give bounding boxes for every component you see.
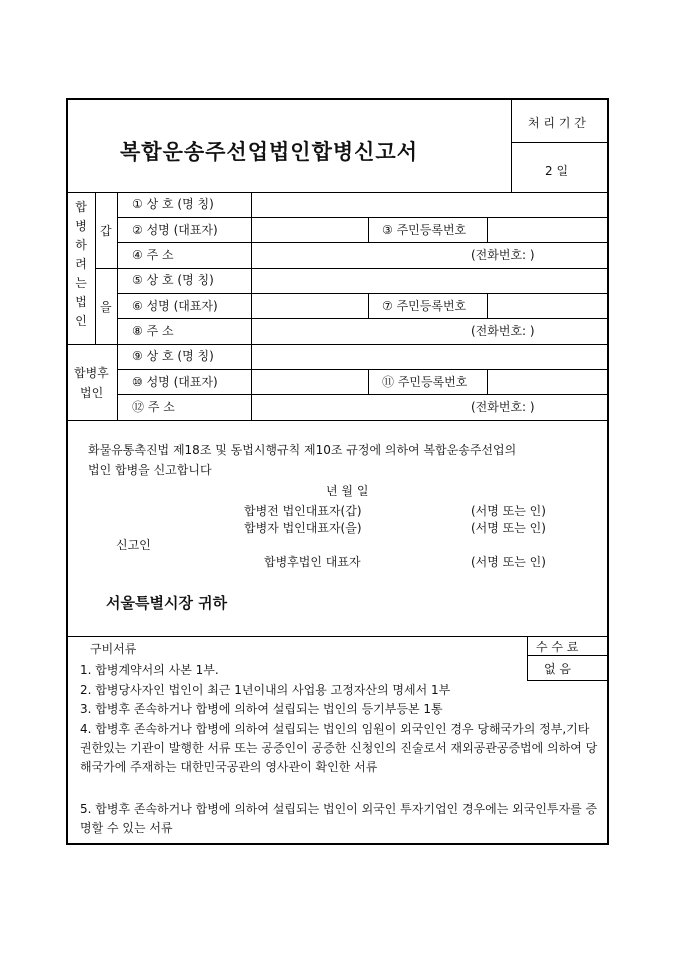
signer-before-a: 합병전 법인대표자(갑)	[244, 504, 362, 518]
signer-after: 합병후법인 대표자	[264, 555, 361, 569]
doc-item-1: 1. 합병계약서의 사본 1부.	[80, 663, 219, 677]
application-form	[66, 98, 609, 845]
label-column-left	[117, 192, 118, 420]
b-phone: (전화번호: )	[471, 324, 535, 338]
signature-after: (서명 또는 인)	[471, 555, 546, 569]
c-phone: (전화번호: )	[471, 400, 535, 414]
processing-period-value: 2 일	[545, 164, 569, 178]
b-registration-label: ⑦ 주민등록번호	[382, 299, 467, 313]
a-registration-label: ③ 주민등록번호	[382, 223, 467, 237]
processing-period-label: 처 리 기 간	[528, 116, 586, 130]
c-representative-label: ⑩ 성명 (대표자)	[132, 375, 218, 389]
reg-split	[487, 293, 488, 318]
declaration-line-1: 화물유통촉진법 제18조 및 동법시행규칙 제10조 규정에 의하여 복합운송주선업의	[88, 443, 517, 457]
merging-companies-label: 합병하려는법인	[75, 200, 87, 328]
a-phone: (전화번호: )	[471, 248, 535, 262]
reg-split	[368, 369, 369, 394]
after-bottom-line	[68, 420, 609, 421]
row-line	[95, 268, 609, 269]
a-address-label: ④ 주 소	[132, 248, 174, 262]
signature-b: (서명 또는 인)	[471, 521, 546, 535]
required-documents-header: 구비서류	[90, 642, 137, 656]
doc-item-3: 3. 합병후 존속하거나 합병에 의하여 설립되는 법인의 등기부등본 1통	[80, 702, 443, 716]
signature-a: (서명 또는 인)	[471, 504, 546, 518]
row-line	[117, 293, 609, 294]
merging-bottom-line	[68, 344, 609, 345]
row-line	[117, 242, 609, 243]
label-column-right	[251, 192, 252, 420]
recipient: 서울특별시장 귀하	[106, 594, 228, 612]
fee-divider	[527, 636, 528, 680]
a-company-name-label: ① 상 호 (명 칭)	[132, 197, 214, 211]
fee-value: 없 음	[544, 662, 571, 676]
reg-split	[368, 293, 369, 318]
a-representative-label: ② 성명 (대표자)	[132, 223, 218, 237]
processing-divider	[511, 142, 609, 143]
row-line	[117, 318, 609, 319]
party-a-label: 갑	[100, 224, 112, 238]
doc-item-2: 2. 합병당사자인 법인이 최근 1년이내의 사업용 고정자산의 명세서 1부	[80, 683, 451, 697]
row-line	[117, 217, 609, 218]
row-line	[117, 369, 609, 370]
declarant-label: 신고인	[116, 538, 151, 552]
fee-label: 수 수 료	[536, 640, 579, 654]
header-bottom-line	[68, 192, 609, 193]
party-b-label: 을	[100, 300, 112, 314]
doc-item-4: 4. 합병후 존속하거나 합병에 의하여 설립되는 법인의 임원이 외국인인 경우 당해국가의 정부,기타 권한있는 기관이 발행한 서류 또는 공증인이 공증한 신청인의 진술로서 재외공관공증법에 의하여 당해국가에 주재하는 대한민국공관의 영사관이 확인한 서류	[80, 722, 598, 774]
c-address-label: ⑫ 주 소	[132, 400, 175, 414]
b-company-name-label: ⑤ 상 호 (명 칭)	[132, 273, 214, 287]
fee-row-line	[527, 655, 609, 656]
b-representative-label: ⑥ 성명 (대표자)	[132, 299, 218, 313]
header-divider	[511, 100, 512, 192]
c-registration-label: ⑪ 주민등록번호	[382, 375, 468, 389]
row-line	[117, 394, 609, 395]
reg-split	[368, 217, 369, 242]
fee-bottom-line	[527, 680, 609, 681]
after-merger-label-1: 합병후	[74, 366, 109, 380]
doc-item-5: 5. 합병후 존속하거나 합병에 의하여 설립되는 법인이 외국인 투자기업인 경우에는 외국인투자를 증명할 수 있는 서류	[80, 802, 598, 835]
b-address-label: ⑧ 주 소	[132, 324, 174, 338]
form-title: 복합운송주선업법인합병신고서	[120, 139, 419, 164]
c-company-name-label: ⑨ 상 호 (명 칭)	[132, 349, 214, 363]
date-line: 년 월 일	[326, 484, 369, 498]
after-merger-label-2: 법인	[80, 386, 104, 400]
reg-split	[487, 369, 488, 394]
declaration-line-2: 법인 합병을 신고합니다	[88, 463, 212, 477]
signer-before-b: 합병자 법인대표자(을)	[244, 521, 362, 535]
reg-split	[487, 217, 488, 242]
